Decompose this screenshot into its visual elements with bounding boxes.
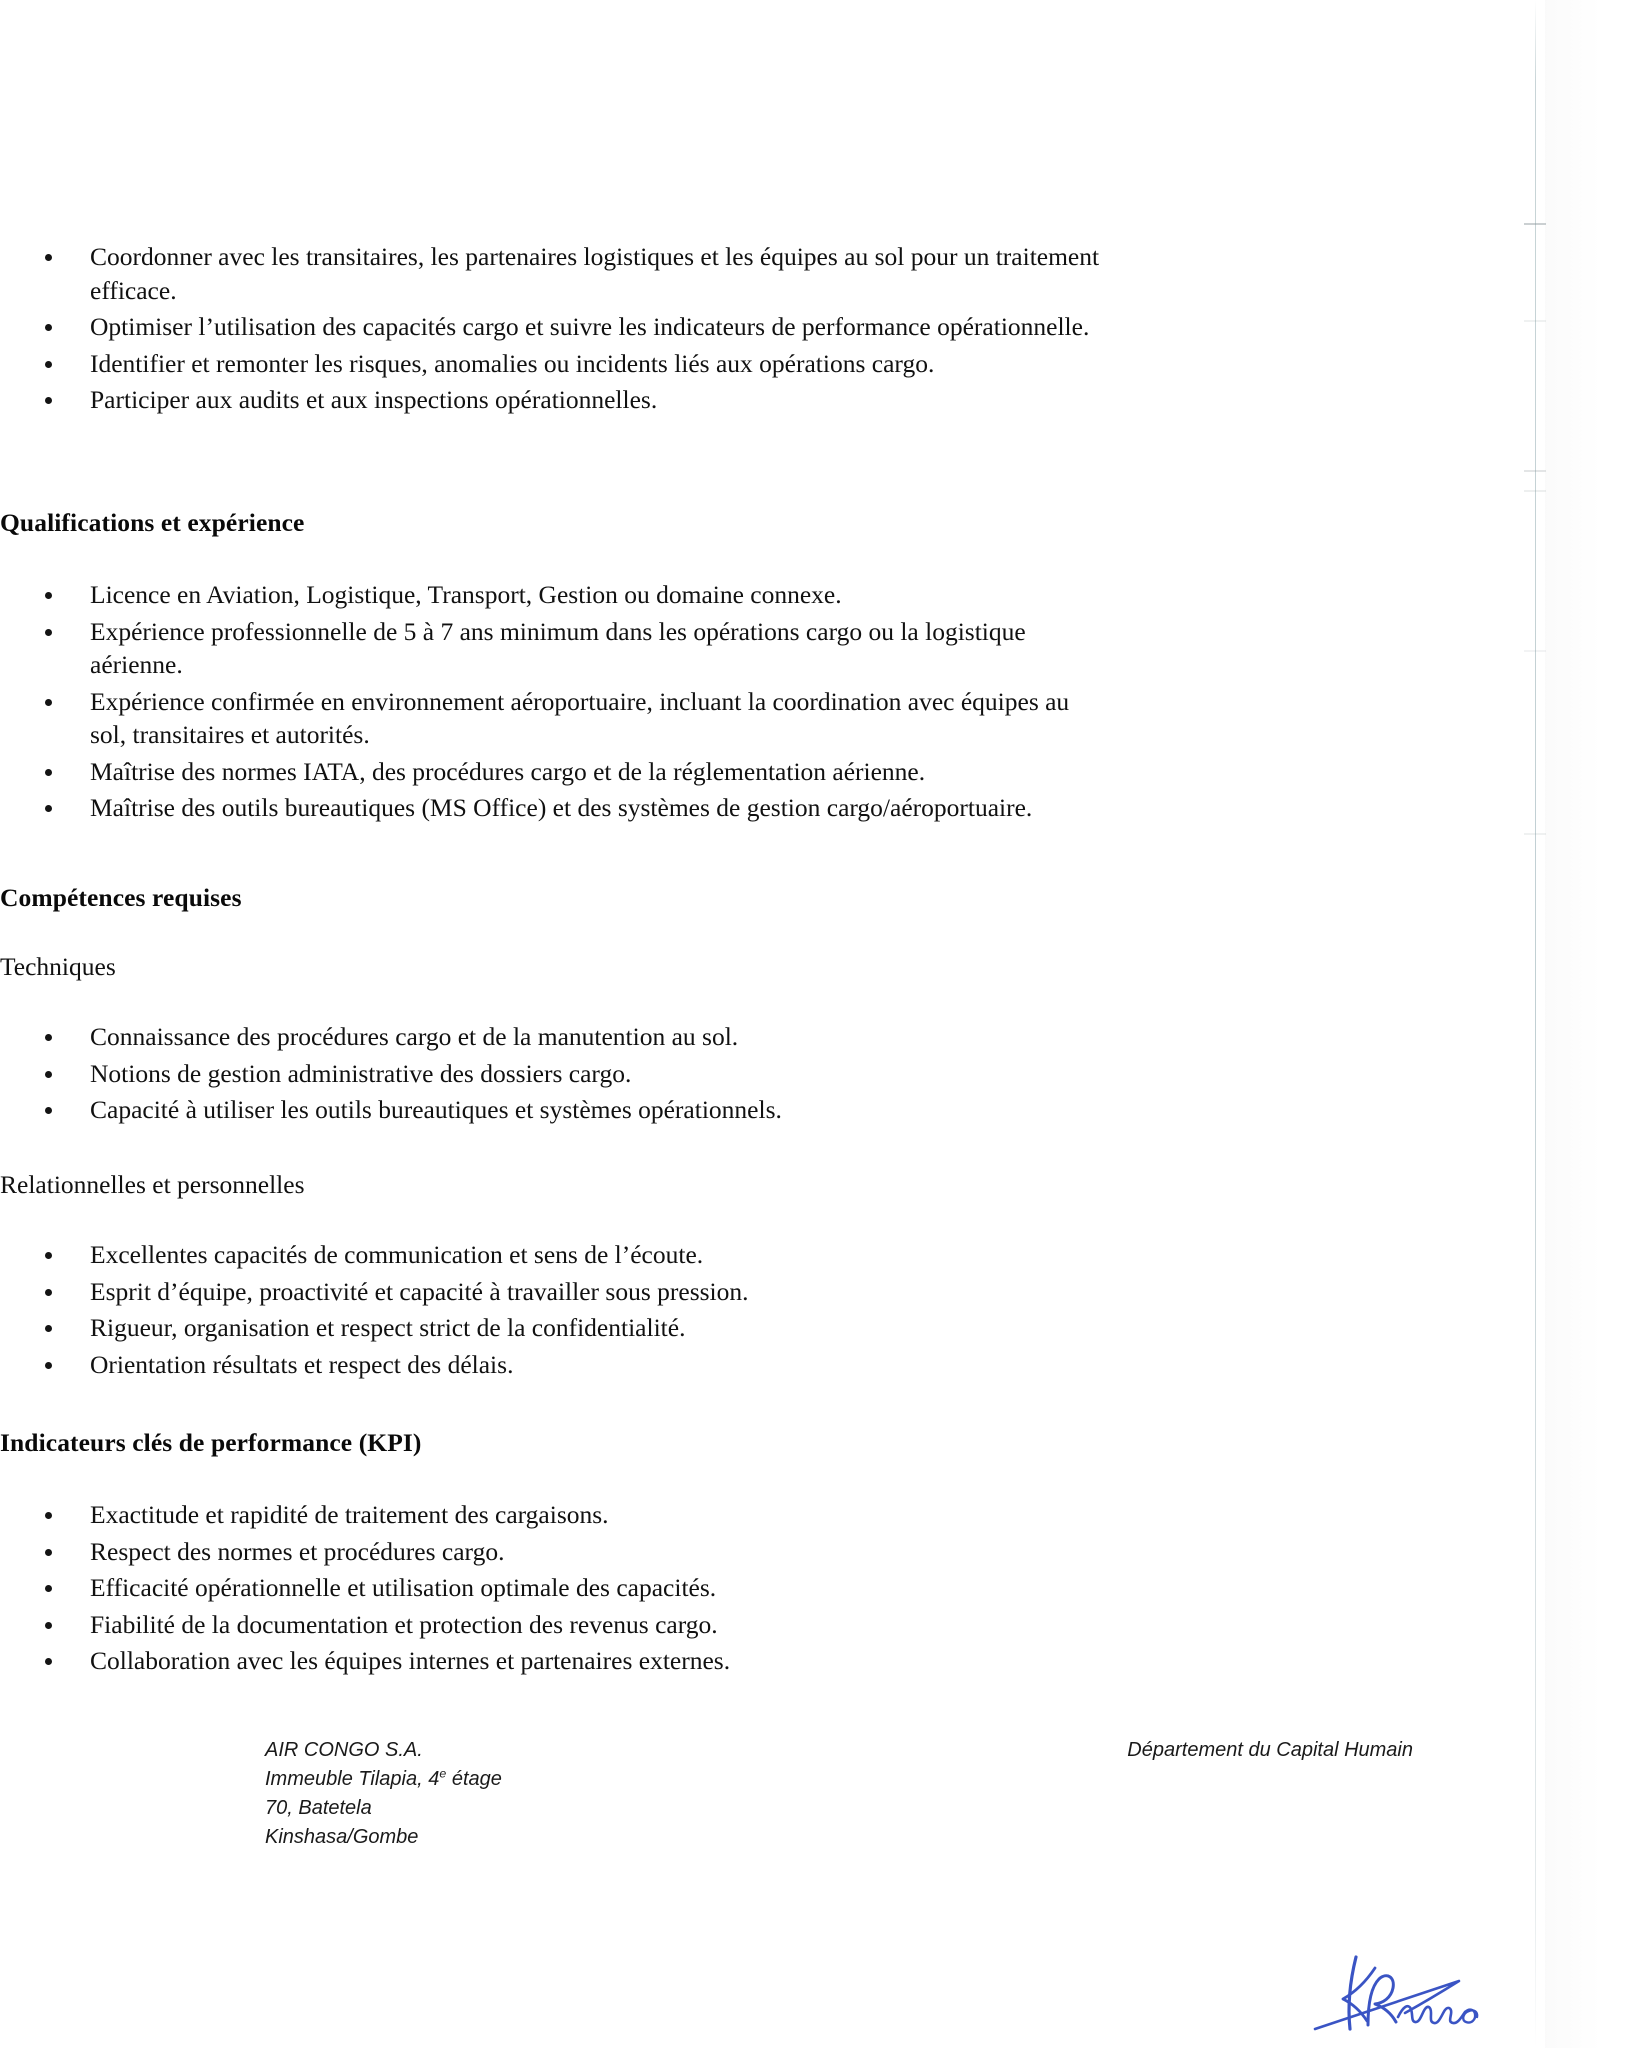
list-item [0,755,1100,789]
list-item-text: Capacité à utiliser les outils bureautiques et systèmes opérationnels. [90,1095,782,1124]
list-item [0,1608,1100,1642]
page-footer [265,1736,1425,1852]
subheading-techniques: Techniques [0,952,116,981]
scan-fleck [1524,223,1546,225]
bullet-list-qualifications [0,578,1100,825]
list-item-text: Participer aux audits et aux inspections opérationnelles. [90,385,658,414]
list-item-text: Licence en Aviation, Logistique, Transport, Gestion ou domaine connexe. [90,580,842,609]
scan-fleck [1524,650,1546,652]
footer-department: Département du Capital Humain [1127,1739,1413,1761]
subsection-techniques-label [0,952,1100,983]
list-item-text: Connaissance des procédures cargo et de la manutention au sol. [90,1022,739,1051]
list-item-text: Exactitude et rapidité de traitement des cargaisons. [90,1500,609,1529]
list-item [0,578,1100,612]
list-item-text: Rigueur, organisation et respect strict de la confidentialité. [90,1313,686,1342]
list-item [0,1020,1100,1054]
list-item [0,1348,1100,1382]
list-item-text: Identifier et remonter les risques, anomalies ou incidents liés aux opérations cargo. [90,348,935,378]
list-item-text: Notions de gestion administrative des dossiers cargo. [90,1058,632,1088]
bullet-list-relationnelles [0,1238,1100,1381]
section-competences [0,883,1100,914]
scan-edge-artifact [1535,0,1536,2048]
list-item-text: Respect des normes et procédures cargo. [90,1536,505,1566]
list-item [0,1093,1100,1127]
section-responsabilites [0,240,1100,420]
list-item-text: Efficacité opérationnelle et utilisation optimale des capacités. [90,1573,717,1602]
list-item-text: Expérience professionnelle de 5 à 7 ans minimum dans les opérations cargo ou la logistique aérienne. [90,616,1026,679]
footer-address-city: Kinshasa/Gombe [265,1826,419,1848]
list-item [0,1057,1100,1091]
footer-address-building-prefix: Immeuble Tilapia, 4 [265,1768,440,1790]
list-item [0,347,1100,381]
signature-mark [1255,1925,1545,2045]
subsection-relationnelles-label [0,1170,1100,1201]
list-item [0,685,1100,752]
list-item-text: Maîtrise des outils bureautiques (MS Office) et des systèmes de gestion cargo/aéroportuaire. [90,793,1033,822]
list-item [0,310,1100,344]
footer-address-building-suffix: étage [446,1768,502,1790]
bullet-list-kpi [0,1498,1100,1678]
bullet-list-techniques [0,1020,1100,1127]
bullet-list-responsabilites [0,240,1100,417]
list-item-text: Optimiser l’utilisation des capacités cargo et suivre les indicateurs de performance opérationnelle. [90,312,1090,341]
list-item [0,240,1100,307]
list-item-text: Esprit d’équipe, proactivité et capacité à travailler sous pression. [90,1276,749,1306]
list-item [0,1311,1100,1345]
list-item [0,1535,1100,1569]
scan-fleck [1524,490,1546,492]
bullet-group-kpi [0,1498,1100,1681]
footer-address-building [265,1765,502,1794]
section-heading-qualifications: Qualifications et expérience [0,508,305,537]
bullet-group-techniques [0,1020,1100,1130]
section-kpi [0,1428,1100,1459]
list-item [0,383,1100,417]
list-item-text: Fiabilité de la documentation et protection des revenus cargo. [90,1609,718,1639]
list-item [0,1275,1100,1309]
list-item-text: Orientation résultats et respect des délais. [90,1349,514,1379]
list-item [0,1498,1100,1532]
list-item-text: Collaboration avec les équipes internes et partenaires externes. [90,1646,731,1675]
bullet-group-qualifications [0,578,1100,828]
list-item-text: Excellentes capacités de communication et sens de l’écoute. [90,1240,704,1269]
list-item [0,615,1100,682]
footer-address-street: 70, Batetela [265,1797,372,1819]
list-item [0,1238,1100,1272]
section-heading-kpi: Indicateurs clés de performance (KPI) [0,1428,422,1457]
section-heading-competences: Compétences requises [0,883,242,912]
footer-company-name: AIR CONGO S.A. [265,1739,423,1761]
scan-margin-artifact [1545,0,1638,2048]
signature-block [1255,1925,1545,2045]
list-item [0,791,1100,825]
bullet-group-relationnelles [0,1238,1100,1384]
footer-address-ordinal: e [439,1766,447,1781]
section-qualifications [0,508,1100,539]
list-item [0,1571,1100,1605]
footer-company-address [265,1736,502,1852]
list-item [0,1644,1100,1678]
scan-fleck [1524,833,1546,835]
subheading-relationnelles: Relationnelles et personnelles [0,1170,305,1199]
list-item-text: Maîtrise des normes IATA, des procédures cargo et de la réglementation aérienne. [90,756,926,786]
list-item-text: Expérience confirmée en environnement aéroportuaire, incluant la coordination avec équipes au sol, transitaires et autorités. [90,686,1070,749]
scan-fleck [1524,320,1546,322]
list-item-text: Coordonner avec les transitaires, les partenaires logistiques et les équipes au sol pour un traitement efficace. [90,242,1100,305]
scan-fleck [1524,470,1546,472]
